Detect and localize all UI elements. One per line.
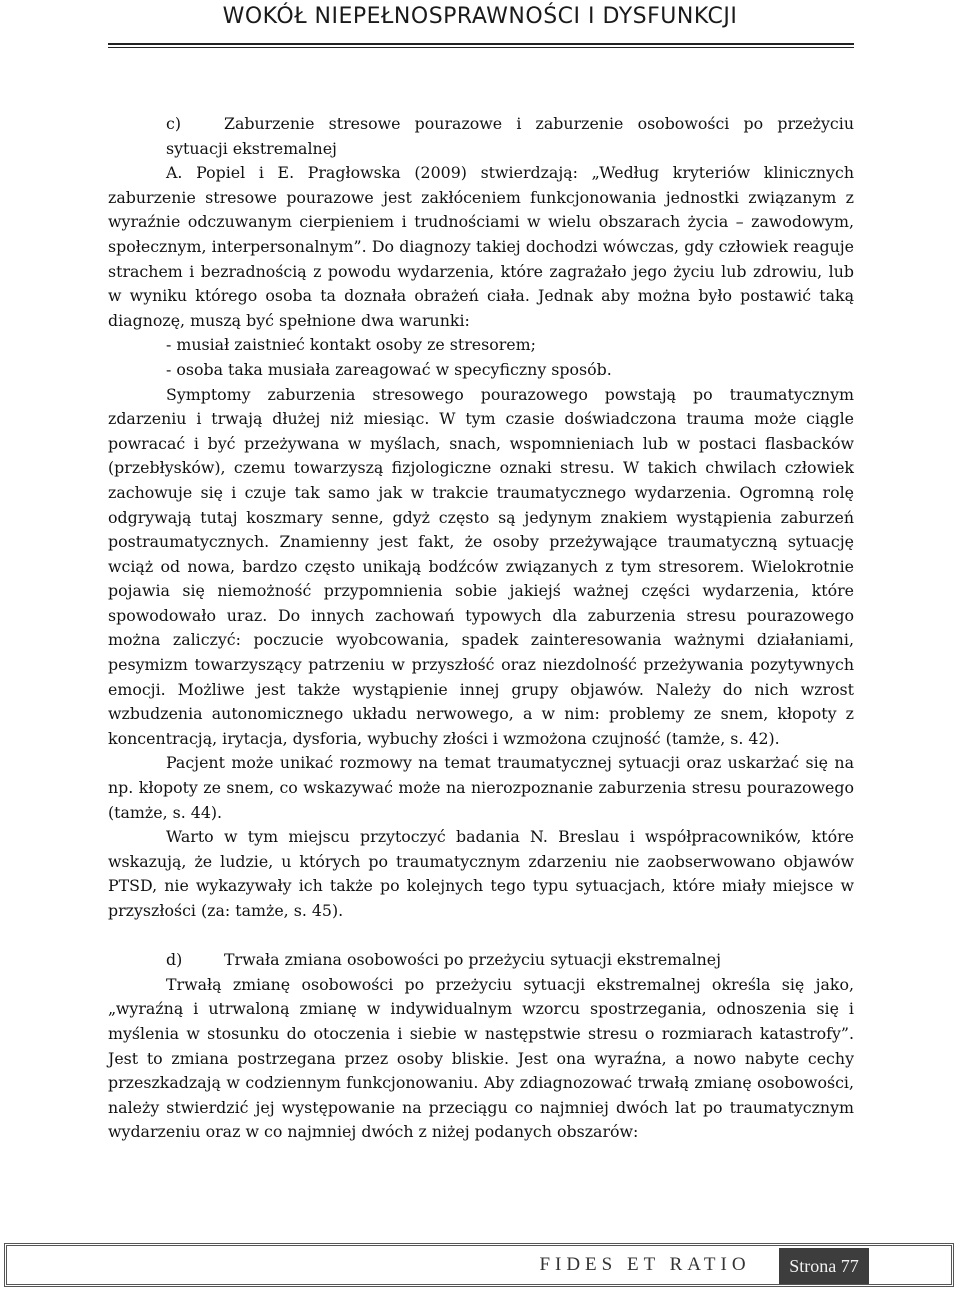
footer-motto: FIDES ET RATIO: [539, 1254, 751, 1275]
condition-item-1: - musiał zaistnieć kontakt osoby ze stresorem;: [166, 335, 536, 355]
header-rule: [108, 43, 854, 45]
running-header: WOKÓŁ NIEPEŁNOSPRAWNOŚCI I DYSFUNKCJI: [222, 4, 738, 29]
section-c-heading: [108, 112, 854, 161]
paragraph-patient: Pacjent może unikać rozmowy na temat traumatycznej sytuacji oraz uskarżać się na np. kłopoty ze snem, co wskazywać może na nierozpoznanie zaburzenia stresu pourazowego (tamże, s. 44).: [108, 753, 854, 822]
page-body: [108, 112, 854, 1145]
page-number: Strona 77: [779, 1248, 869, 1284]
paragraph-personality-change: Trwałą zmianę osobowości po przeżyciu sytuacji ekstremalnej określa się jako, „wyraźną i utrwaloną zmianę w indywidualnym wzorcu spostrzegania, odnoszenia się i myślenia w stosunku do otoczenia i siebie w następstwie stresu o rozmiarach katastrofy”. Jest to zmiana postrzegana przez osoby bliskie. Jest ona wyraźna, a nowo nabyte cechy przeszkadzają w codziennym funkcjonowaniu. Aby zdiagnozować trwałą zmianę osobowości, należy stwierdzić jej występowanie na przeciągu co najmniej dwóch lat po traumatycznym wydarzeniu oraz w co najmniej dwóch z niżej podanych obszarów:: [108, 974, 854, 1142]
header-rule-thin: [108, 47, 854, 48]
condition-item-2: - osoba taka musiała zareagować w specyficzny sposób.: [166, 359, 612, 379]
section-c-letter: c): [166, 114, 182, 133]
paragraph-breslau: Warto w tym miejscu przytoczyć badania N. Breslau i współpracowników, które wskazują, że ludzie, u których po traumatycznym zdarzeniu nie zaobserwowano objawów PTSD, nie wykazywały ich także po kolejnych tego typu sytuacjach, które miały miejsce w przyszłości (za: tamże, s. 45).: [108, 827, 854, 920]
section-d-title: Trwała zmiana osobowości po przeżyciu sytuacji ekstremalnej: [224, 950, 722, 970]
paragraph-symptoms: Symptomy zaburzenia stresowego pourazowego powstają po traumatycznym zdarzeniu i trwają dłużej niż miesiąc. W tym czasie doświadczona trauma może ciągle powracać i być przeżywana w myślach, snach, wspomnieniach lub w postaci flasbacków (przebłysków), czemu towarzyszą fizjologiczne oznaki stresu. W takich chwilach człowiek zachowuje się i czuje tak samo jak w trakcie traumatycznego wydarzenia. Ogromną rolę odgrywają tutaj koszmary senne, gdyż często są jedynym znakiem wystąpienia zaburzeń postraumatycznych. Znamienny jest fakt, że osoby przeżywające traumatyczną sytuację wciąż od nowa, bardzo często unikają bodźców związanych z tym stresorem. Wielokrotnie pojawia się niemożność przypomnienia sobie jakiejś ważnej części wydarzenia, które spowodowało uraz. Do innych zachowań typowych dla zaburzenia stresu pourazowego można zaliczyć: poczucie wyobcowania, spadek zainteresowania ważnymi działaniami, pesymizm towarzyszący patrzeniu w przyszłość oraz niezdolność przeżywania pozytywnych emocji. Możliwe jest także wystąpienie innej grupy objawów. Należy do nich wzrost wzbudzenia autonomicznego układu nerwowego, a w nim: problemy ze snem, kłopoty z koncentracją, irytacja, dysforia, wybuchy złości i wzmożona czujność (tamże, s. 42).: [108, 384, 854, 748]
section-d-letter: d): [166, 950, 183, 970]
paragraph-popiel: A. Popiel i E. Pragłowska (2009) stwierdzają: „Według kryteriów klinicznych zaburzenie stresowe pourazowe jest zakłóceniem funkcjonowania jednostki związanym z wyraźnie odczuwanym cierpieniem i trudnościami w wielu obszarach życia – zawodowym, społecznym, interpersonalnym”. Do diagnozy takiej dochodzi wówczas, gdy człowiek reaguje strachem i bezradnością z powodu wydarzenia, które zagrażało jego życiu lub zdrowiu, lub w wyniku którego osoba ta doznała obrażeń ciała. Jednak aby można było postawić taką diagnozę, muszą być spełnione dwa warunki:: [108, 163, 854, 330]
section-d-heading: [108, 948, 854, 973]
section-c-title: Zaburzenie stresowe pourazowe i zaburzenie osobowości po przeżyciu sytuacji ekstremalnej: [166, 114, 854, 158]
section-spacer: [108, 924, 854, 949]
